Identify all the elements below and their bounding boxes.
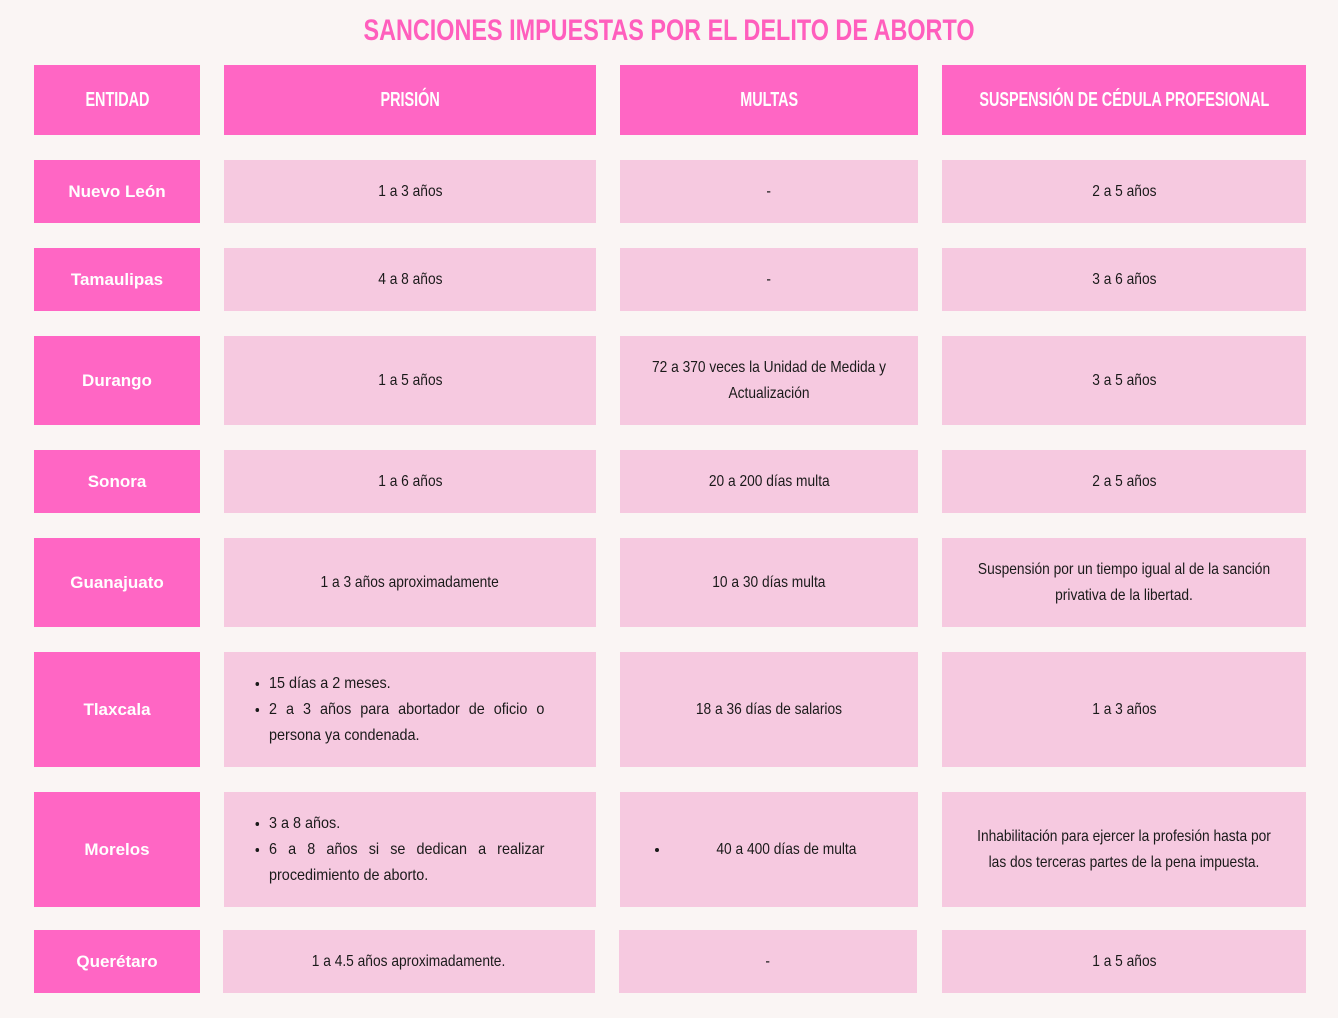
multas-cell: [620, 792, 918, 907]
suspension-text: Suspensión por un tiempo igual al de la sanción privativa de la libertad.: [977, 560, 1271, 604]
entity-cell: Nuevo León: [34, 160, 200, 223]
prision-cell: [224, 336, 596, 425]
suspension-text: 2 a 5 años: [1091, 472, 1157, 490]
list-item: • 3 a 8 años.: [269, 811, 544, 837]
multas-text: -: [766, 182, 772, 200]
suspension-text: 2 a 5 años: [1091, 182, 1157, 200]
suspension-text: 3 a 6 años: [1091, 270, 1157, 288]
prision-cell: [224, 538, 596, 627]
header-suspension: [942, 65, 1306, 135]
suspension-cell: [942, 652, 1306, 767]
multas-cell: [620, 160, 918, 223]
multas-text: 20 a 200 días multa: [708, 472, 830, 490]
multas-cell: [620, 450, 918, 513]
multas-cell: [619, 930, 917, 993]
prision-cell: [223, 930, 595, 993]
entity-cell: Durango: [34, 336, 200, 425]
entity-cell: Morelos: [34, 792, 200, 907]
list-item: • 6 a 8 años si se dedican a realizar procedimiento de aborto.: [269, 837, 544, 889]
suspension-cell: [942, 160, 1306, 223]
prision-cell: [224, 160, 596, 223]
entity-cell: Querétaro: [34, 930, 200, 993]
prision-cell: [224, 792, 596, 907]
multas-cell: [620, 652, 918, 767]
suspension-cell: [942, 792, 1306, 907]
suspension-cell: [942, 450, 1306, 513]
list-item: [670, 837, 902, 863]
entity-cell: Tlaxcala: [34, 652, 200, 767]
header-multas-label: MULTAS: [740, 88, 798, 111]
multas-text: -: [766, 270, 772, 288]
prision-text: 1 a 4.5 años aproximadamente.: [312, 952, 506, 970]
multas-list: [620, 837, 918, 863]
prision-list: [224, 671, 559, 749]
prision-text: 1 a 5 años: [377, 371, 443, 389]
header-prision-label: PRISIÓN: [380, 88, 440, 111]
multas-text: 10 a 30 días multa: [712, 573, 826, 591]
prision-list: [224, 811, 559, 889]
list-item: • 2 a 3 años para abortador de oficio o persona ya condenada.: [269, 697, 544, 749]
multas-cell: [620, 538, 918, 627]
list-item: • 15 días a 2 meses.: [269, 671, 544, 697]
prision-cell: [224, 248, 596, 311]
multas-text: 40 a 400 días de multa: [716, 840, 856, 858]
multas-text: 72 a 370 veces la Unidad de Medida y Actualización: [651, 358, 887, 402]
suspension-cell: [942, 538, 1306, 627]
entity-cell: Guanajuato: [34, 538, 200, 627]
suspension-text: Inhabilitación para ejercer la profesión hasta por las dos terceras partes de la pena impuesta.: [977, 827, 1271, 871]
suspension-text: 1 a 3 años: [1091, 700, 1157, 718]
header-entidad: [34, 65, 200, 135]
header-prision: [224, 65, 596, 135]
prision-text: 1 a 6 años: [377, 472, 443, 490]
prision-text: 1 a 3 años: [377, 182, 443, 200]
prision-text: 1 a 3 años aproximadamente: [320, 573, 500, 591]
suspension-text: 1 a 5 años: [1091, 952, 1157, 970]
multas-cell: [620, 248, 918, 311]
prision-cell: [224, 450, 596, 513]
prision-text: 4 a 8 años: [377, 270, 443, 288]
header-suspension-label: SUSPENSIÓN DE CÉDULA PROFESIONAL: [979, 88, 1269, 111]
entity-cell: Sonora: [34, 450, 200, 513]
multas-cell: [620, 336, 918, 425]
suspension-cell: [942, 336, 1306, 425]
entity-cell: Tamaulipas: [34, 248, 200, 311]
header-entidad-label: ENTIDAD: [84, 88, 149, 111]
suspension-cell: [942, 248, 1306, 311]
page-title: SANCIONES IMPUESTAS POR EL DELITO DE ABORTO: [363, 14, 975, 47]
suspension-text: 3 a 5 años: [1091, 371, 1157, 389]
suspension-cell: [942, 930, 1306, 993]
header-multas: [620, 65, 918, 135]
multas-text: -: [765, 952, 771, 970]
prision-cell: [224, 652, 596, 767]
multas-text: 18 a 36 días de salarios: [695, 700, 843, 718]
